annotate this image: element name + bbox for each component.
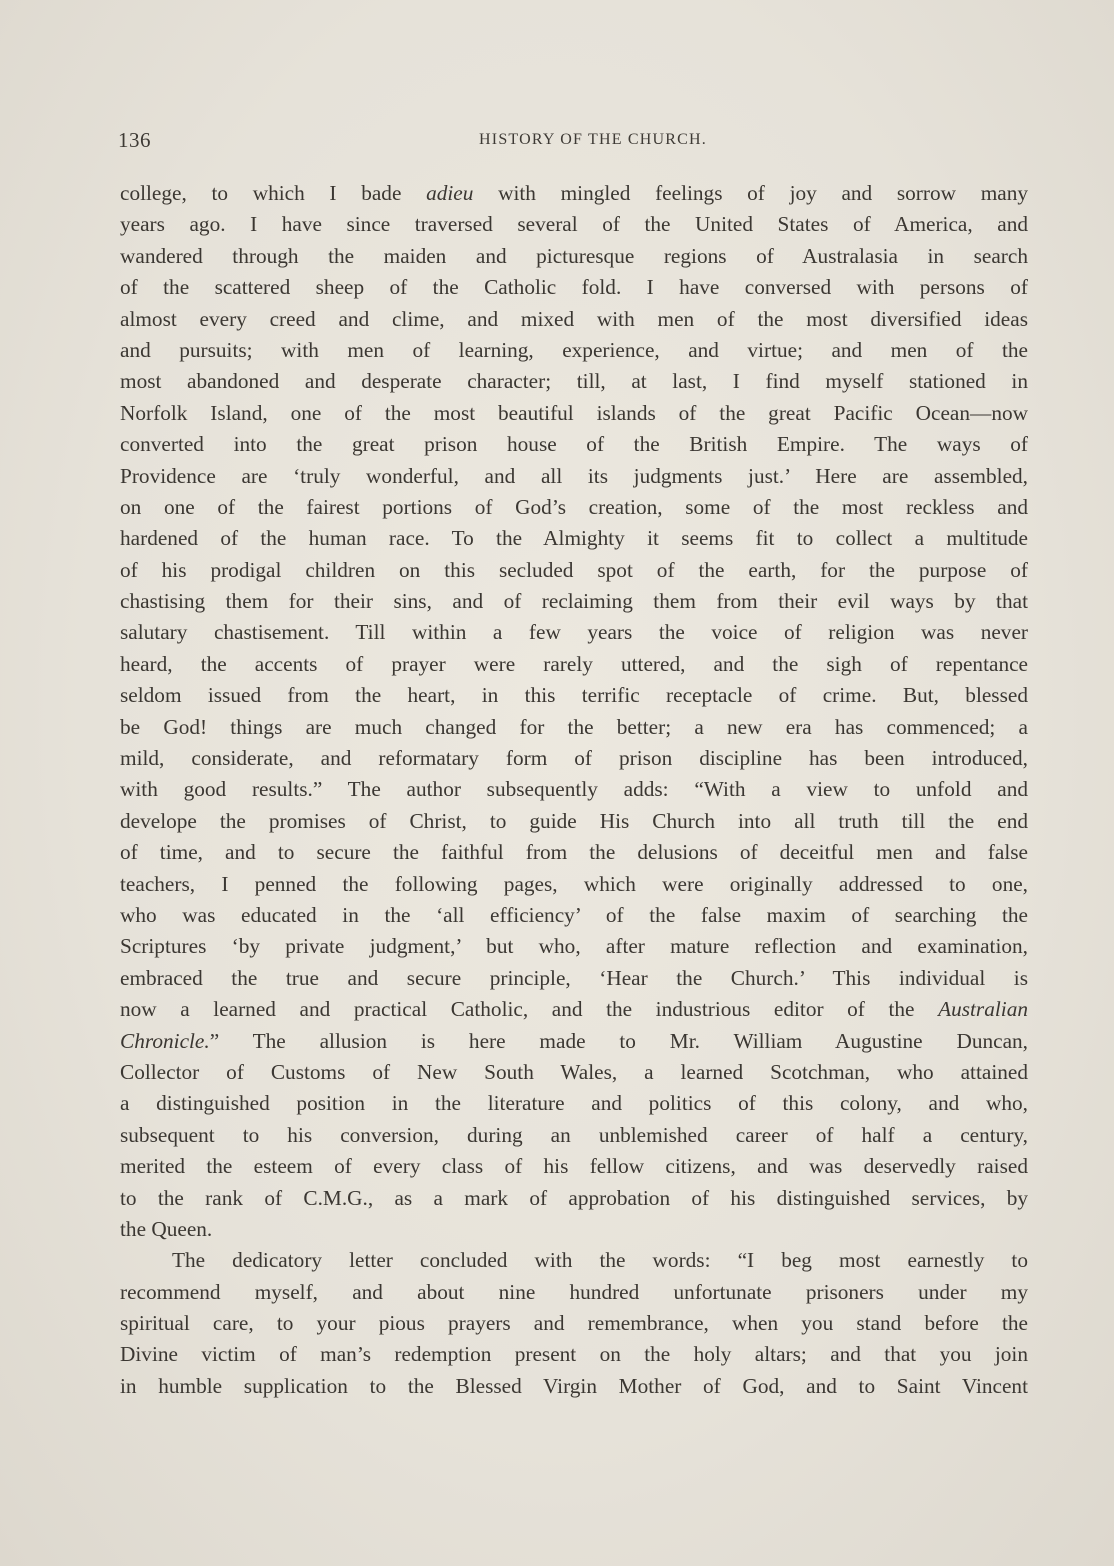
text-line: a distinguished position in the literature and politics of this colony, and who, bbox=[120, 1091, 1028, 1116]
text-line: of the scattered sheep of the Catholic fold. I have conversed with persons of bbox=[120, 275, 1028, 300]
text-line: develope the promises of Christ, to guide His Church into all truth till the end bbox=[120, 808, 1028, 833]
body-text bbox=[120, 178, 1028, 1402]
text-line: wandered through the maiden and picturesque regions of Australasia in search bbox=[120, 243, 1028, 268]
text-line: be God! things are much changed for the better; a new era has commenced; a bbox=[120, 714, 1028, 739]
text-line: salutary chastisement. Till within a few years the voice of religion was never bbox=[120, 620, 1028, 645]
text-line: merited the esteem of every class of his fellow citizens, and was deservedly raised bbox=[120, 1154, 1028, 1179]
text-line: recommend myself, and about nine hundred unfortunate prisoners under my bbox=[120, 1279, 1028, 1304]
text-line: and pursuits; with men of learning, experience, and virtue; and men of the bbox=[120, 337, 1028, 362]
text-line: mild, considerate, and reformatary form of prison discipline has been introduced, bbox=[120, 746, 1028, 771]
text-line: college, to which I bade adieu with mingled feelings of joy and sorrow many bbox=[120, 181, 1029, 205]
text-line: in humble supplication to the Blessed Virgin Mother of God, and to Saint Vincent bbox=[120, 1373, 1028, 1398]
text-line: hardened of the human race. To the Almighty it seems fit to collect a multitude bbox=[120, 526, 1028, 551]
text-line: spiritual care, to your pious prayers and remembrance, when you stand before the bbox=[120, 1311, 1028, 1336]
page-number: 136 bbox=[118, 128, 151, 152]
text-line: to the rank of C.M.G., as a mark of approbation of his distinguished services, by bbox=[120, 1185, 1028, 1210]
italic-text: Chronicle. bbox=[120, 1028, 210, 1053]
text-line: Collector of Customs of New South Wales, a learned Scotchman, who attained bbox=[120, 1059, 1028, 1084]
text-line: on one of the fairest portions of God’s creation, some of the most reckless and bbox=[120, 494, 1028, 519]
text-line: Norfolk Island, one of the most beautiful islands of the great Pacific Ocean—now bbox=[120, 400, 1028, 425]
text-line: teachers, I penned the following pages, which were originally addressed to one, bbox=[120, 871, 1028, 896]
text-line: with good results.” The author subsequently adds: “With a view to unfold and bbox=[120, 777, 1028, 802]
text-line: converted into the great prison house of the British Empire. The ways of bbox=[120, 432, 1028, 457]
text-line: heard, the accents of prayer were rarely uttered, and the sigh of repentance bbox=[120, 651, 1028, 676]
text-line: years ago. I have since traversed several of the United States of America, and bbox=[120, 212, 1028, 237]
text-line: seldom issued from the heart, in this terrific receptacle of crime. But, blessed bbox=[120, 683, 1028, 708]
text-line: the Queen. bbox=[120, 1216, 213, 1241]
paragraph-2 bbox=[120, 1245, 1028, 1402]
text-line: Chronicle.” The allusion is here made to Mr. William Augustine Duncan, bbox=[120, 1028, 1028, 1053]
text-line: embraced the true and secure principle, ‘Hear the Church.’ This individual is bbox=[120, 965, 1028, 990]
text-line: subsequent to his conversion, during an unblemished career of half a century, bbox=[120, 1122, 1028, 1147]
italic-text: adieu bbox=[426, 181, 474, 205]
running-head bbox=[118, 128, 1028, 158]
text-line: chastising them for their sins, and of reclaiming them from their evil ways by that bbox=[120, 589, 1028, 614]
running-title: HISTORY OF THE CHURCH. bbox=[479, 131, 707, 148]
text-line: of time, and to secure the faithful from the delusions of deceitful men and false bbox=[120, 840, 1028, 865]
text-line: most abandoned and desperate character; till, at last, I find myself stationed in bbox=[120, 369, 1028, 394]
text-line: now a learned and practical Catholic, and the industrious editor of the Australian bbox=[120, 997, 1028, 1022]
italic-text: Australian bbox=[938, 997, 1028, 1022]
text-line: The dedicatory letter concluded with the words: “I beg most earnestly to bbox=[172, 1248, 1028, 1273]
text-line: almost every creed and clime, and mixed with men of the most diversified ideas bbox=[120, 306, 1028, 331]
text-line: who was educated in the ‘all efficiency’ of the false maxim of searching the bbox=[120, 902, 1028, 927]
text-line: Divine victim of man’s redemption present on the holy altars; and that you join bbox=[120, 1342, 1028, 1367]
text-line: Providence are ‘truly wonderful, and all its judgments just.’ Here are assembled, bbox=[120, 463, 1028, 488]
paragraph-1 bbox=[120, 178, 1028, 1245]
text-line: of his prodigal children on this secluded spot of the earth, for the purpose of bbox=[120, 557, 1028, 582]
text-line: Scriptures ‘by private judgment,’ but who, after mature reflection and examination, bbox=[120, 934, 1028, 959]
